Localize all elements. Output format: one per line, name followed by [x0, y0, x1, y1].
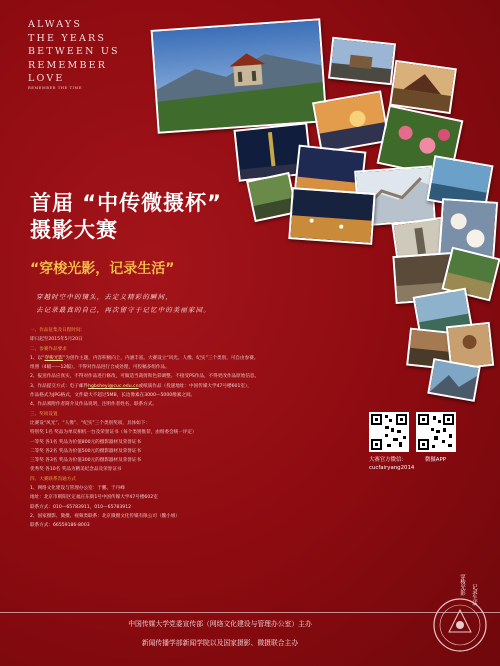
app-label: 微摄APP	[425, 457, 446, 463]
item-2: 2、报送作品应真实，不得对作品进行修改，可做适当裁剪和色彩调整。不接受PS作品，不得更改作品原始信息。	[30, 374, 260, 380]
main-title-line-2: 摄影大赛	[30, 218, 118, 242]
header-line-4: REMEMBER	[28, 59, 108, 71]
temple-image	[391, 62, 454, 112]
vertical-text-2: 记录生活	[471, 584, 477, 606]
university-seal-icon	[431, 596, 489, 654]
section-3-title: 三、奖项设置	[30, 411, 58, 417]
section-1-title: 一、作品征集及日程时间：	[30, 328, 86, 333]
photo-pavilion	[151, 18, 328, 134]
award-second: 二等奖 各2名 奖品为价值500元的摄影器材及荣誉证书	[30, 448, 142, 454]
app-qr-code[interactable]	[416, 412, 456, 452]
calligraphy-line-1: 穿越时空中的镜头，去定义精彩的瞬间，	[36, 293, 173, 301]
award-third: 三等奖 各3名 奖品为价值300元的摄影器材及荣誉证书	[30, 458, 142, 464]
contact-1-address: 地址：北京市朝阳区定福庄东街1号中国传媒大学47号楼602室	[30, 495, 158, 501]
main-title-line-1: 首届 “中传微摄杯”	[30, 191, 222, 215]
contact-1: 1、网络文化建设与管理办公室：于鹏、于丹峰	[30, 486, 125, 492]
header-subline: REMEMBER THE TIME	[28, 86, 83, 90]
section-4-title: 四、大赛联系沟通方式	[30, 476, 76, 482]
awards-intro: 比赛设“风光”、“人像”、“纪实”三个类别奖项，具体如下：	[30, 420, 150, 426]
pavilion-image	[153, 20, 326, 131]
slogan: “穿梭光影，记录生活”	[30, 261, 175, 277]
item-4: 4、作品须附作者简介及作品说明，注明作者姓名、联系方式。	[30, 402, 157, 408]
section-1-text: 即日起至2015年5月20日	[30, 337, 83, 343]
mountain-image	[430, 360, 479, 399]
photo-sunset	[312, 90, 390, 153]
wechat-id: cucfairyang2014	[369, 464, 415, 471]
photo-citywall	[328, 37, 396, 85]
award-excellent: 优秀奖 各10名 奖品为精美纪念品及荣誉证书	[30, 467, 122, 473]
calligraphy-line-2: 去记录最真的自己，再次留守于记忆中的美丽家园。	[36, 306, 211, 314]
header-text	[28, 18, 120, 86]
qr-icon	[369, 412, 409, 452]
photo-citylights	[288, 187, 375, 245]
item-3: 3、作品提交方式：电子邮件hgbsheyi@cuc.edu.cn或纸质作品（投递地址：中国传媒大学47号楼601室），	[30, 383, 252, 389]
item-1: 1、以“穿梭光影”为创作主题，内容积极向上，内涵丰富。大赛设立“风光、人像、纪实”三个类别，可自由参赛。	[30, 355, 259, 361]
email-link[interactable]: hgbsheyi@cuc.edu.cn	[88, 383, 139, 389]
valley-image	[248, 174, 295, 219]
citywall-image	[330, 39, 394, 83]
qr-icon	[416, 412, 456, 452]
award-top: 特别奖 1名 奖品为单反相机一台及荣誉证书（每个类别推荐，由组委会统一评定）	[30, 430, 197, 436]
section-2-title: 二、参赛作品要求	[30, 346, 67, 352]
vertical-text-1: 穿梭光影	[459, 574, 465, 596]
wechat-qr-code[interactable]	[369, 412, 409, 452]
contact-2: 2、国家摄影、微摄、视频类联系：北京微摄文化传媒有限公司（魏小姐）	[30, 513, 180, 519]
citylights-image	[290, 189, 373, 242]
header-line-1: ALWAYS	[28, 19, 83, 30]
header-line-5: LOVE	[28, 73, 65, 84]
sunset-image	[314, 93, 387, 152]
item-3-line-2: 作品格式为JPG格式，文件最大不超过5MB，长边像素在3000—5000像素之间。	[30, 393, 196, 399]
contact-1-phone: 联系方式：010—65783911，010—65783912	[30, 504, 132, 510]
footer-divider	[0, 612, 500, 613]
photo-mountain	[427, 358, 481, 402]
contact-2-phone: 联系方式：66559186-8003	[30, 523, 90, 529]
award-first: 一等奖 各1名 奖品为价值800元的摄影器材及荣誉证书	[30, 439, 142, 445]
header-line-3: BETWEEN US	[28, 46, 120, 57]
rules-body	[30, 326, 330, 531]
wechat-label: 大赛官方微信： cucfairyang2014	[369, 457, 415, 471]
footer-organizer-1: 中国传媒大学党委宣传部（网络文化建设与管理办公室）主办	[128, 620, 312, 628]
header-line-2: THE YEARS	[28, 32, 107, 44]
item-1-line-2: 组照（4幅——12幅），不得对作品进行合成处理，可投稿多组作品。	[30, 365, 170, 371]
footer-organizer-2: 新闻传播学部新闻学院以及国家摄影、微摄联合主办	[141, 639, 299, 647]
item-1-highlight: 穿梭光影	[44, 355, 63, 361]
